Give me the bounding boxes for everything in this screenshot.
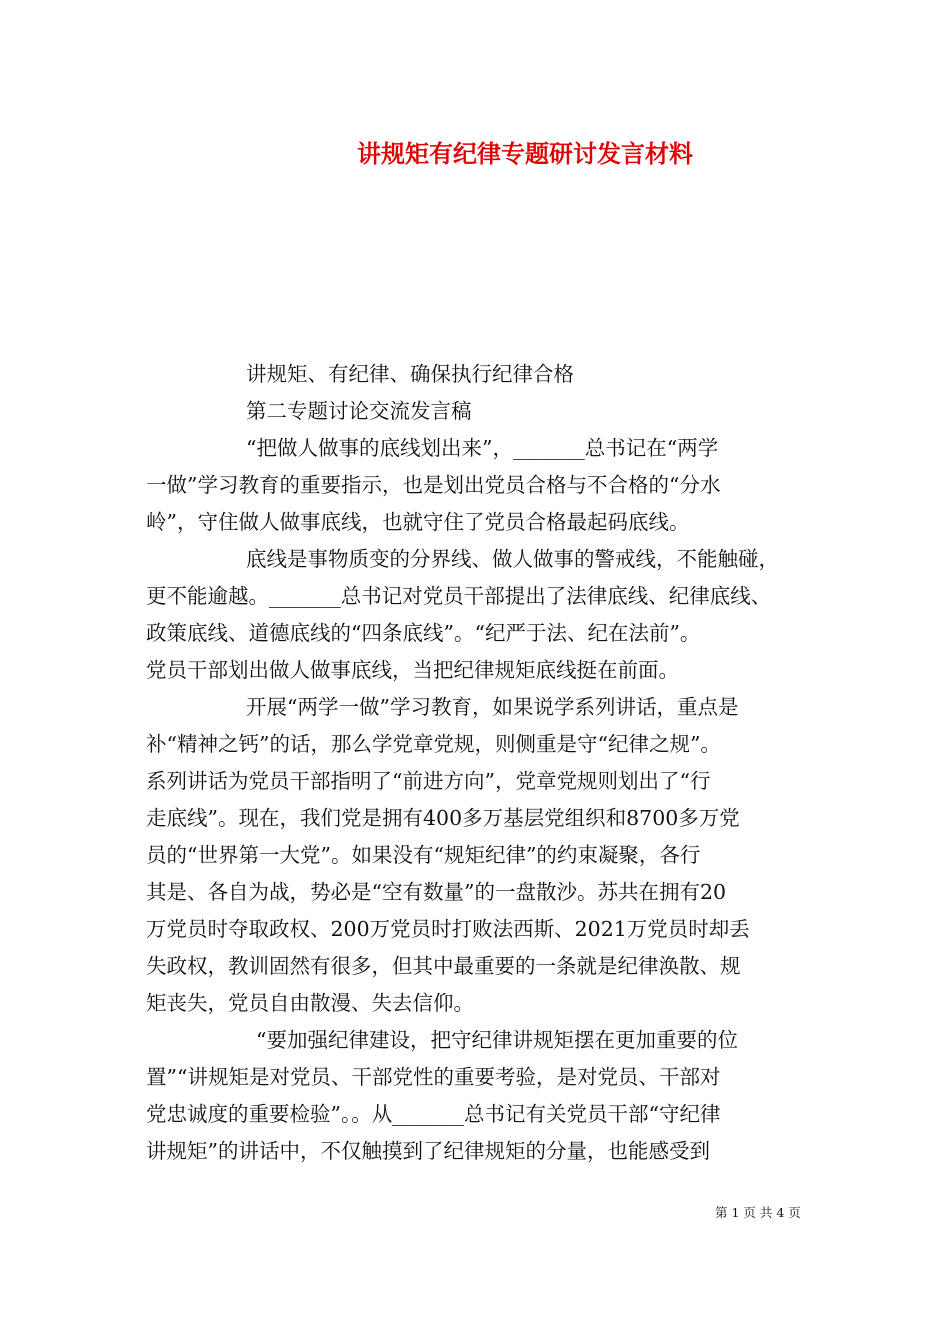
paragraph-line: “把做人做事的底线划出来”，_______总书记在“两学 [246,436,719,460]
paragraph-line: 政策底线、道德底线的“四条底线”。“纪严于法、纪在法前”。 [146,621,701,645]
paragraph-line: 补“精神之钙”的话，那么学党章党规，则侧重是守“纪律之规”。 [146,732,721,756]
paragraph-line: 党员干部划出做人做事底线，当把纪律规矩底线挺在前面。 [146,658,679,682]
paragraph-line: 万党员时夺取政权、200万党员时打败法西斯、2021万党员时却丢 [146,917,750,941]
paragraph-line: 矩丧失，党员自由散漫、失去信仰。 [146,991,474,1015]
document-body [146,356,808,1170]
paragraph-line: 一做”学习教育的重要指示，也是划出党员合格与不合格的“分水 [146,473,721,497]
paragraph-line: 第二专题讨论交流发言稿 [246,399,472,423]
paragraph-line: 岭”，守住做人做事底线，也就守住了党员合格最起码底线。 [146,510,690,534]
document-title: 讲规矩有纪律专题研讨发言材料 [357,139,693,168]
paragraph-line: 开展“两学一做”学习教育，如果说学系列讲话，重点是 [246,695,739,719]
paragraph-line: 更不能逾越。_______总书记对党员干部提出了法律底线、纪律底线、 [146,584,772,608]
paragraph-line: 讲规矩”的讲话中，不仅触摸到了纪律规矩的分量，也能感受到 [146,1139,710,1163]
paragraph-line: 系列讲话为党员干部指明了“前进方向”，党章党规则划出了“行 [146,769,711,793]
page-number-footer: 第 1 页 共 4 页 [715,1205,801,1220]
paragraph-line: 员的“世界第一大党”。如果没有“规矩纪律”的约束凝聚，各行 [146,843,701,867]
paragraph-line: 失政权，教训固然有很多，但其中最重要的一条就是纪律涣散、规 [146,954,741,978]
paragraph-line: 底线是事物质变的分界线、做人做事的警戒线，不能触碰， [246,547,779,571]
paragraph-line: “要加强纪律建设，把守纪律讲规矩摆在更加重要的位 [256,1028,738,1052]
paragraph-line: 党忠诚度的重要检验”。。从_______总书记有关党员干部“守纪律 [146,1102,721,1126]
paragraph-line: 其是、各自为战，势必是“空有数量”的一盘散沙。苏共在拥有20 [146,880,727,904]
paragraph-line: 走底线”。现在，我们党是拥有400多万基层党组织和8700多万党 [146,806,740,830]
paragraph-line: 置”“讲规矩是对党员、干部党性的重要考验，是对党员、干部对 [146,1065,721,1089]
paragraph-line: 讲规矩、有纪律、确保执行纪律合格 [246,362,574,386]
